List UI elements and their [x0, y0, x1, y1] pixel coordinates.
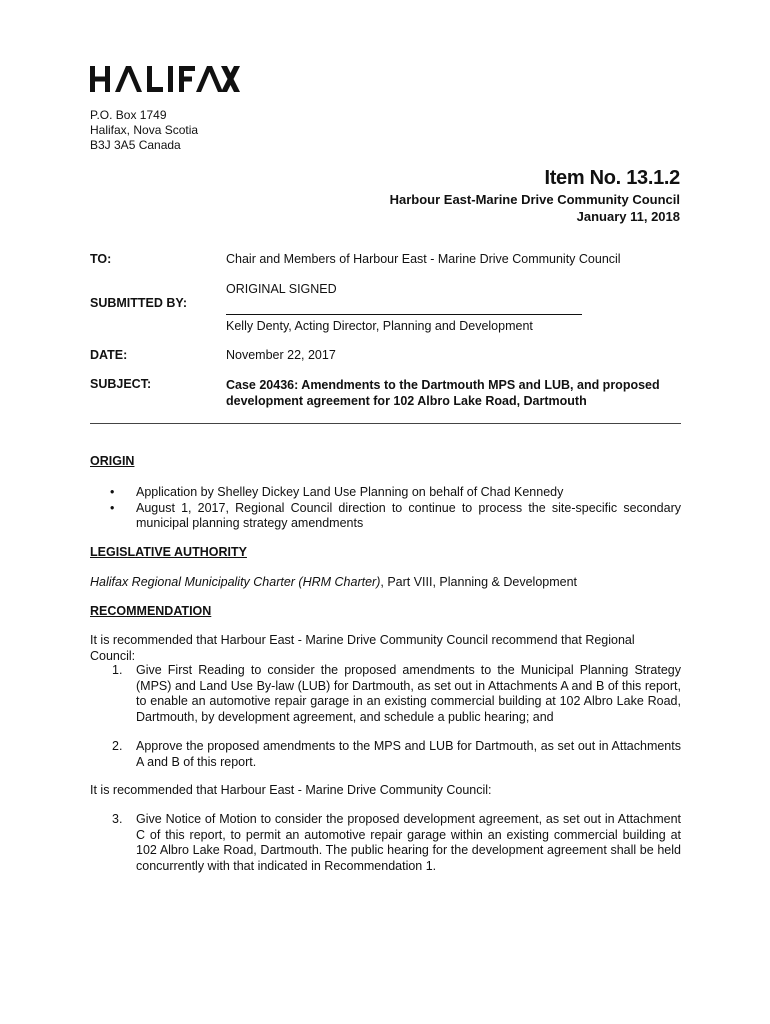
legislative-heading: LEGISLATIVE AUTHORITY [90, 545, 247, 559]
submitted-by-value: Kelly Denty, Acting Director, Planning and Development [226, 319, 533, 333]
list-item-text: August 1, 2017, Regional Council direction to continue to process the site-specific secondary municipal planning strategy amendments [136, 500, 681, 530]
subject-value: Case 20436: Amendments to the Dartmouth MPS and LUB, and proposed development agreement for 102 Albro Lake Road, Dartmouth [226, 378, 660, 408]
to-value: Chair and Members of Harbour East - Marine Drive Community Council [226, 252, 621, 266]
to-label: TO: [90, 252, 112, 266]
subject-label: SUBJECT: [90, 377, 152, 391]
origin-heading: ORIGIN [90, 454, 135, 468]
signature-line [226, 314, 582, 315]
council-header [390, 191, 680, 225]
list-item-text: Application by Shelley Dickey Land Use Planning on behalf of Chad Kennedy [136, 485, 564, 499]
recommendation-intro: It is recommended that Harbour East - Marine Drive Community Council recommend that Regional Council: [90, 633, 635, 663]
list-item [112, 812, 681, 874]
submitted-by-label: SUBMITTED BY: [90, 296, 187, 310]
charter-name: Halifax Regional Municipality Charter (HRM Charter) [90, 575, 381, 589]
address-line: B3J 3A5 Canada [90, 138, 181, 152]
list-item-text: Approve the proposed amendments to the MPS and LUB for Dartmouth, as set out in Attachments A and B of this report. [136, 739, 681, 769]
recommendation-list-2 [112, 812, 681, 874]
legislative-text [90, 575, 681, 591]
bullet-symbol: • [110, 485, 115, 499]
origin-list [110, 485, 681, 532]
list-item-text: Give First Reading to consider the proposed amendments to the Municipal Planning Strategy (MPS) and Land Use By-law (LUB) for Dartmouth, as set out in Attachments A and B of this report, to enable an automotive repair garage in an existing commercial building at 102 Albro Lake Road, Dartmouth, by development agreement, and schedule a public hearing; and [136, 663, 681, 724]
list-item [110, 485, 681, 501]
date-label: DATE: [90, 348, 128, 362]
halifax-logo [90, 62, 240, 96]
item-number: 1. [112, 663, 123, 677]
list-item [110, 501, 681, 532]
bullet-symbol: • [110, 500, 115, 515]
date-value: November 22, 2017 [226, 348, 336, 362]
list-item-text: Give Notice of Motion to consider the proposed development agreement, as set out in Attachment C of this report, to permit an automotive repair garage within an existing commercial building at 102 Albro Lake Road, Dartmouth. The public hearing for the development agreement shall be held concurrently with that indicated in Recommendation 1. [136, 812, 681, 873]
mailing-address [90, 108, 198, 153]
recommendation-heading: RECOMMENDATION [90, 604, 212, 618]
item-number: 3. [112, 812, 123, 826]
original-signed: ORIGINAL SIGNED [226, 282, 337, 296]
section-divider [90, 423, 681, 424]
meeting-date: January 11, 2018 [576, 209, 680, 224]
address-line: P.O. Box 1749 [90, 108, 167, 122]
list-item [112, 663, 681, 725]
charter-part: , Part VIII, Planning & Development [380, 575, 578, 589]
recommendation-list [112, 663, 681, 770]
item-number: Item No. 13.1.2 [544, 167, 680, 189]
address-line: Halifax, Nova Scotia [90, 123, 199, 137]
list-item [112, 739, 681, 770]
recommendation-intro-2: It is recommended that Harbour East - Marine Drive Community Council: [90, 783, 492, 797]
item-number: 2. [112, 739, 123, 753]
council-name: Harbour East-Marine Drive Community Council [389, 192, 680, 207]
